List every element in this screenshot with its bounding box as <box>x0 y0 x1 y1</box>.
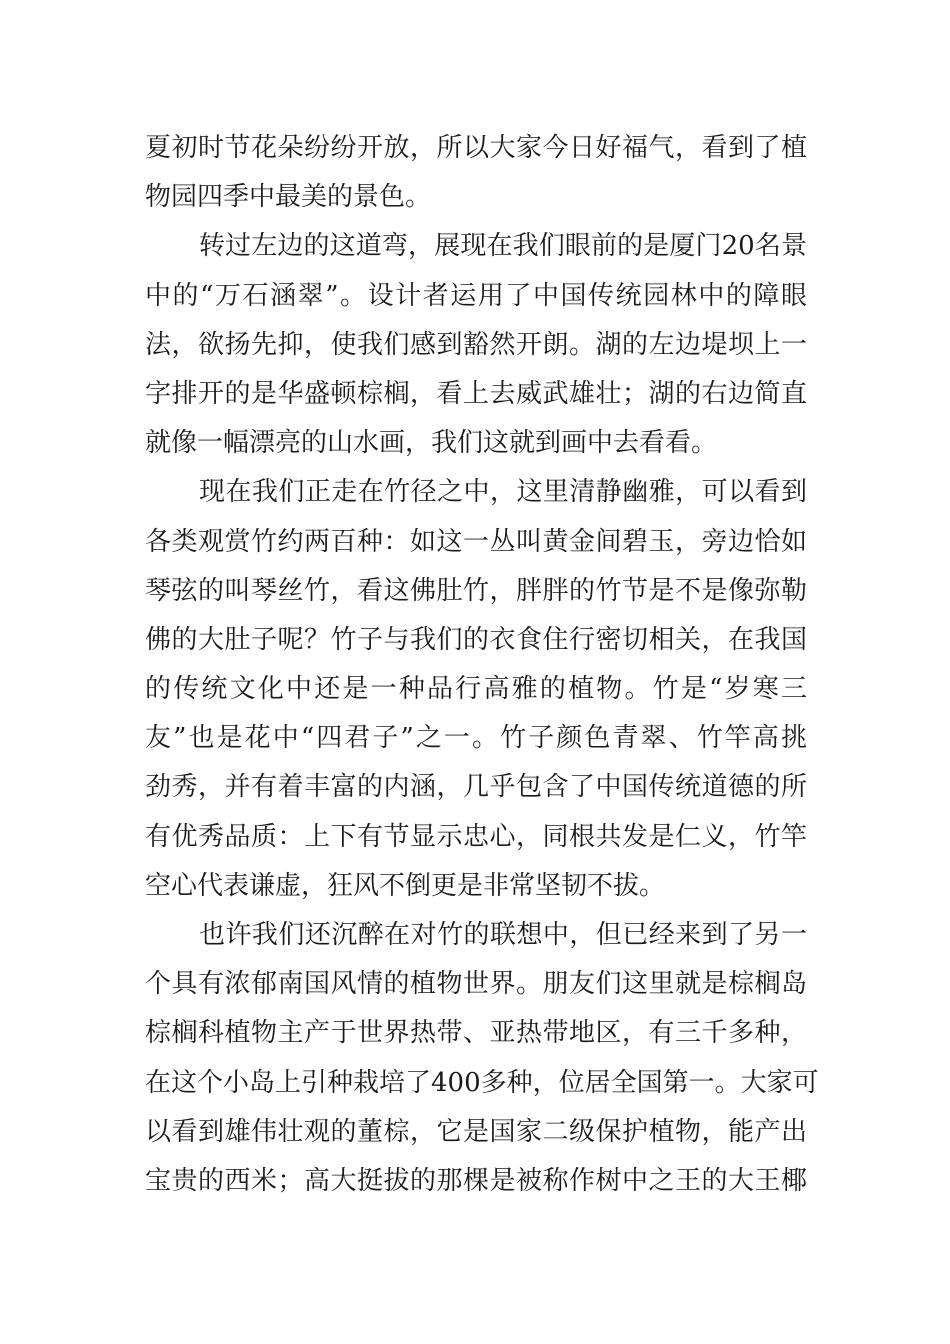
text-line-16: 空心代表谦虚，狂风不倒更是非常坚韧不拔。 <box>145 870 666 901</box>
text-line-15: 有优秀品质：上下有节显示忠心，同根共发是仁义，竹竿 <box>145 821 807 852</box>
text-line-2: 物园四季中最美的景色。 <box>145 182 432 213</box>
text-line-11: 佛的大肚子呢？竹子与我们的衣食住行密切相关，在我国 <box>145 624 807 655</box>
text-line-4: 中的“万石涵翠”。设计者运用了中国传统园林中的障眼 <box>145 280 807 311</box>
text-line-3: 转过左边的这道弯，展现在我们眼前的是厦门20名景 <box>199 231 807 262</box>
text-line-22: 宝贵的西米；高大挺拔的那棵是被称作树中之王的大王椰 <box>145 1165 807 1196</box>
text-line-8: 现在我们正走在竹径之中，这里清静幽雅，可以看到 <box>199 477 807 508</box>
text-line-21: 以看到雄伟壮观的董棕，它是国家二级保护植物，能产出 <box>145 1116 807 1147</box>
text-line-9: 各类观赏竹约两百种：如这一丛叫黄金间碧玉，旁边恰如 <box>145 526 807 557</box>
text-line-17: 也许我们还沉醉在对竹的联想中，但已经来到了另一 <box>199 920 807 950</box>
text-line-1: 夏初时节花朵纷纷开放，所以大家今日好福气，看到了植 <box>145 133 807 163</box>
body-text <box>145 124 819 1206</box>
text-line-14: 劲秀，并有着丰富的内涵，几乎包含了中国传统道德的所 <box>145 772 807 803</box>
text-line-5: 法，欲扬先抑，使我们感到豁然开朗。湖的左边堤坝上一 <box>145 329 807 360</box>
text-line-7: 就像一幅漂亮的山水画，我们这就到画中去看看。 <box>145 428 718 459</box>
text-line-6: 字排开的是华盛顿棕榈，看上去威武雄壮；湖的右边简直 <box>145 378 807 409</box>
text-line-19: 棕榈科植物主产于世界热带、亚热带地区，有三千多种， <box>145 1018 807 1049</box>
text-line-10: 琴弦的叫琴丝竹，看这佛肚竹，胖胖的竹节是不是像弥勒 <box>145 575 807 606</box>
text-line-13: 友”也是花中“四君子”之一。竹子颜色青翠、竹竿高挑 <box>145 723 807 754</box>
text-line-12: 的传统文化中还是一种品行高雅的植物。竹是“岁寒三 <box>145 674 807 705</box>
text-line-20: 在这个小岛上引种栽培了400多种，位居全国第一。大家可 <box>145 1067 819 1098</box>
text-line-18: 个具有浓郁南国风情的植物世界。朋友们这里就是棕榈岛 <box>145 969 807 1000</box>
